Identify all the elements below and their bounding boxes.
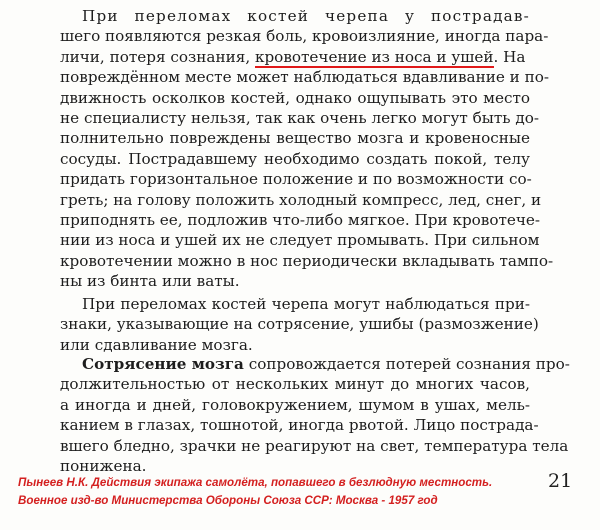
text-line: канием в глазах, тошнотой, иногда рвотой. Лицо пострада- [60, 416, 539, 435]
text-line: кровотечении можно в нос периодически вкладывать тампо- [60, 251, 554, 270]
paragraph-1 [60, 6, 554, 291]
text-line: а иногда и дней, головокружением, шумом в ушах, мель- [60, 395, 530, 414]
text-line: не специалисту нельзя, так как очень легко могут быть до- [60, 108, 540, 127]
text-line: ны из бинта или ваты. [60, 272, 240, 291]
text-line: или сдавливание мозга. [60, 335, 253, 354]
text-line: греть; на голову положить холодный компресс, лед, снег, и [60, 190, 542, 209]
text-line: должительностью от нескольких минут до многих часов, [60, 375, 530, 394]
text-line: полнительно повреждены вещество мозга и кровеносные [60, 129, 530, 148]
underlined-phrase: кровотечение из носа и ушей [254, 47, 494, 66]
text-line: приподнять ее, подложив что-либо мягкое. При кровотече- [60, 210, 541, 229]
text-line: сосуды. Пострадавшему необходимо создать покой, телу [60, 149, 530, 168]
source-caption-line-1: Пынеев Н.К. Действия экипажа самолёта, попавшего в безлюдную местность. [18, 476, 493, 489]
paragraph-2 [60, 294, 539, 355]
text-line [60, 354, 570, 374]
text-line: понижена. [60, 456, 147, 475]
text-line: придать горизонтальное положение и по возможности со- [60, 170, 532, 189]
text-line: При переломах костей черепа могут наблюдаться при- [82, 295, 530, 313]
text-line: движность осколков костей, однако ощупывать это место [60, 88, 530, 107]
text-line: нии из носа и ушей их не следует промывать. При сильном [60, 231, 540, 250]
text-line: При переломах костей черепа у пострадав- [82, 7, 530, 25]
text-fragment: личи, потеря сознания, [60, 47, 255, 66]
text-line: вшего бледно, зрачки не реагируют на свет, температура тела [60, 436, 569, 455]
text-line: повреждённом месте может наблюдаться вдавливание и по- [60, 68, 550, 87]
text-line: знаки, указывающие на сотрясение, ушибы (размозжение) [60, 315, 539, 334]
text-line: шего появляются резкая боль, кровоизлияние, иногда пара- [60, 27, 549, 46]
text-line-with-highlight [60, 47, 530, 67]
paragraph-3 [60, 354, 570, 476]
source-caption-line-2: Военное изд-во Министерства Обороны Союза ССР: Москва - 1957 год [18, 494, 438, 507]
text-fragment: . На [493, 47, 526, 66]
page-number: 21 [548, 470, 573, 492]
bold-term: Сотрясение мозга [82, 355, 244, 373]
text-fragment: сопровождается потерей сознания про- [243, 355, 570, 373]
